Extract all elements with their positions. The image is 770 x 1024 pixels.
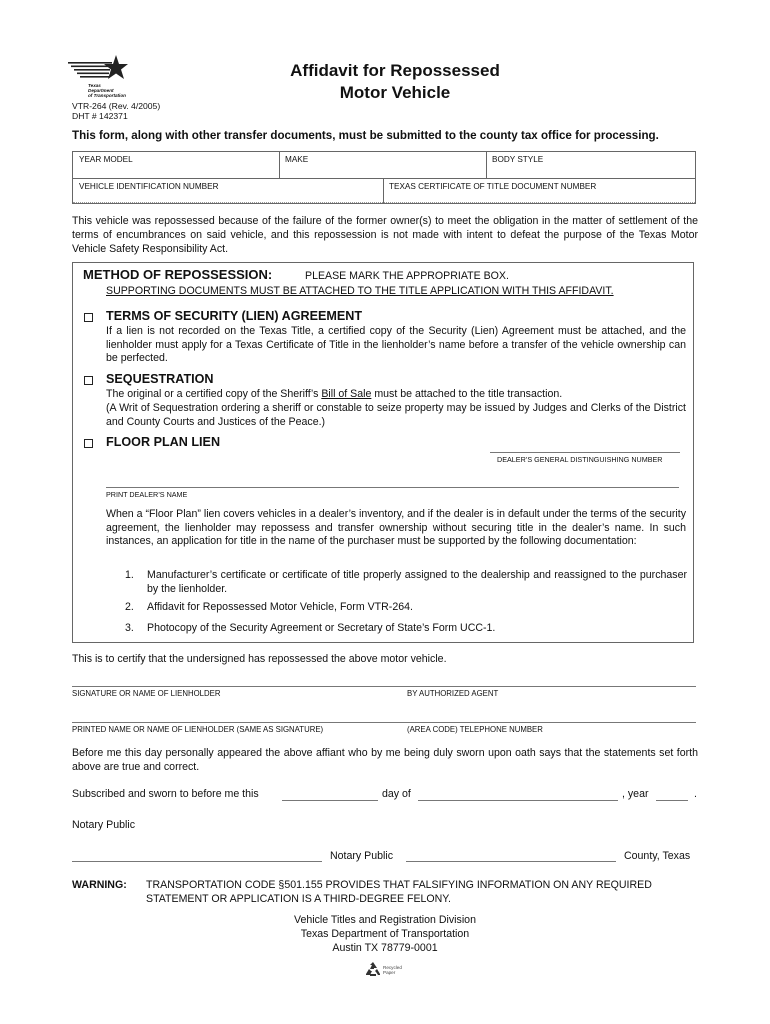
- sequestration-text: The original or a certified copy of the Sheriff’s Bill of Sale must be attached to the title transaction.: [106, 388, 563, 400]
- form-number: VTR-264 (Rev. 4/2005): [72, 101, 161, 111]
- submission-notice: This form, along with other transfer documents, must be submitted to the county tax office for processing.: [72, 129, 659, 142]
- dht-number: DHT # 142371: [72, 111, 128, 121]
- phone-label: (AREA CODE) TELEPHONE NUMBER: [407, 725, 543, 734]
- dealer-gdn-label: DEALER’S GENERAL DISTINGUISHING NUMBER: [497, 455, 663, 464]
- security-agreement-checkbox[interactable]: [84, 313, 93, 322]
- vin-field[interactable]: VEHICLE IDENTIFICATION NUMBER: [79, 182, 219, 191]
- floor-plan-checkbox[interactable]: [84, 439, 93, 448]
- sworn-month-field[interactable]: [418, 800, 618, 801]
- signature-label: SIGNATURE OR NAME OF LIENHOLDER: [72, 689, 221, 698]
- logo-text: Texas Department of Transportation: [88, 83, 126, 99]
- dealer-name-label: PRINT DEALER’S NAME: [106, 490, 188, 499]
- list-number: 2.: [125, 601, 134, 613]
- method-instruction: PLEASE MARK THE APPROPRIATE BOX.: [305, 270, 509, 282]
- title-doc-number-field[interactable]: TEXAS CERTIFICATE OF TITLE DOCUMENT NUMBER: [389, 182, 597, 191]
- county-texas-text: County, Texas: [624, 850, 691, 862]
- floor-plan-title: FLOOR PLAN LIEN: [106, 435, 221, 449]
- warning-text: TRANSPORTATION CODE §501.155 PROVIDES THAT FALSIFYING INFORMATION ON ANY REQUIRED STATEMENT OR APPLICATION IS A THIRD-DEGREE FELONY.: [146, 879, 652, 905]
- year-text: , year: [622, 788, 649, 800]
- body-style-field[interactable]: BODY STYLE: [492, 155, 544, 164]
- oath-statement: Before me this day personally appeared the above affiant who by me being duly sworn upon oath says that the statements set forth above are true and correct.: [72, 747, 698, 773]
- year-model-field[interactable]: YEAR MODEL: [79, 155, 133, 164]
- security-agreement-title: TERMS OF SECURITY (LIEN) AGREEMENT: [106, 309, 363, 323]
- bill-of-sale-text: Bill of Sale: [321, 388, 372, 400]
- vehicle-info-table: [72, 151, 696, 204]
- sequestration-note: (A Writ of Sequestration ordering a sheriff or constable to seize property may be issued by Judges and Clerks of the District and County Courts and Justices of the Peace.): [106, 402, 686, 428]
- list-number: 1.: [125, 569, 134, 581]
- county-field[interactable]: [406, 861, 616, 862]
- list-item: Photocopy of the Security Agreement or Secretary of State’s Form UCC-1.: [147, 622, 496, 634]
- warning-label: WARNING:: [72, 879, 127, 891]
- sworn-year-field[interactable]: [656, 800, 688, 801]
- signature-line[interactable]: [72, 686, 696, 687]
- supporting-docs-note: SUPPORTING DOCUMENTS MUST BE ATTACHED TO THE TITLE APPLICATION WITH THIS AFFIDAVIT.: [106, 285, 614, 297]
- list-number: 3.: [125, 622, 134, 634]
- dealer-gdn-line[interactable]: [490, 452, 680, 453]
- recycled-paper-text: Recycled Paper: [383, 965, 402, 976]
- sworn-day-field[interactable]: [282, 800, 378, 801]
- form-id: [72, 101, 160, 121]
- sequestration-title: SEQUESTRATION: [106, 372, 214, 386]
- make-field[interactable]: MAKE: [285, 155, 309, 164]
- agent-label: BY AUTHORIZED AGENT: [407, 689, 499, 698]
- recycle-icon: [364, 961, 382, 977]
- footer-address: Vehicle Titles and Registration Division Texas Department of Transportation Austin TX 78779-0001: [294, 914, 476, 954]
- list-item: Manufacturer’s certificate or certificate of title properly assigned to the dealership and reassigned to the purchaser by the lienholder.: [147, 569, 687, 595]
- notary-public-text: Notary Public: [330, 850, 393, 862]
- floor-plan-text: When a “Floor Plan” lien covers vehicles in a dealer’s inventory, and if the dealer is in default under the terms of the security agreement, the lienholder may repossess and transfer ownership without securing title in the dealer’s name. In such instances, an application for title in the name of the purchaser must be supported by the following documentation:: [106, 508, 686, 548]
- notary-public-label: Notary Public: [72, 819, 135, 831]
- list-item: Affidavit for Repossessed Motor Vehicle, Form VTR-264.: [147, 601, 413, 613]
- day-of-text: day of: [382, 788, 411, 800]
- dealer-name-line[interactable]: [106, 487, 679, 488]
- intro-paragraph: This vehicle was repossessed because of the failure of the former owner(s) to meet the obligation in the matter of settlement of the terms of encumbrances on said vehicle, and this repossession is not made with intent to defeat the purpose of the Texas Motor Vehicle Safety Responsibility Act.: [72, 215, 698, 255]
- page-title: Affidavit for Repossessed Motor Vehicle: [290, 61, 500, 102]
- security-agreement-text: If a lien is not recorded on the Texas Title, a certified copy of the Security (Lien) Agreement must be attached, and the lienholder must apply for a Texas Certificate of Title in the lienholder’s name before a transfer of the vehicle ownership can be perfected.: [106, 325, 686, 365]
- printed-name-line[interactable]: [72, 722, 696, 723]
- certify-statement: This is to certify that the undersigned has repossessed the above motor vehicle.: [72, 653, 447, 665]
- sequestration-checkbox[interactable]: [84, 376, 93, 385]
- notary-signature-line[interactable]: [72, 861, 322, 862]
- method-heading: METHOD OF REPOSSESSION:: [83, 267, 273, 282]
- period-text: .: [694, 788, 697, 800]
- sworn-prefix: Subscribed and sworn to before me this: [72, 788, 259, 800]
- printed-name-label: PRINTED NAME OR NAME OF LIENHOLDER (SAME AS SIGNATURE): [72, 725, 324, 734]
